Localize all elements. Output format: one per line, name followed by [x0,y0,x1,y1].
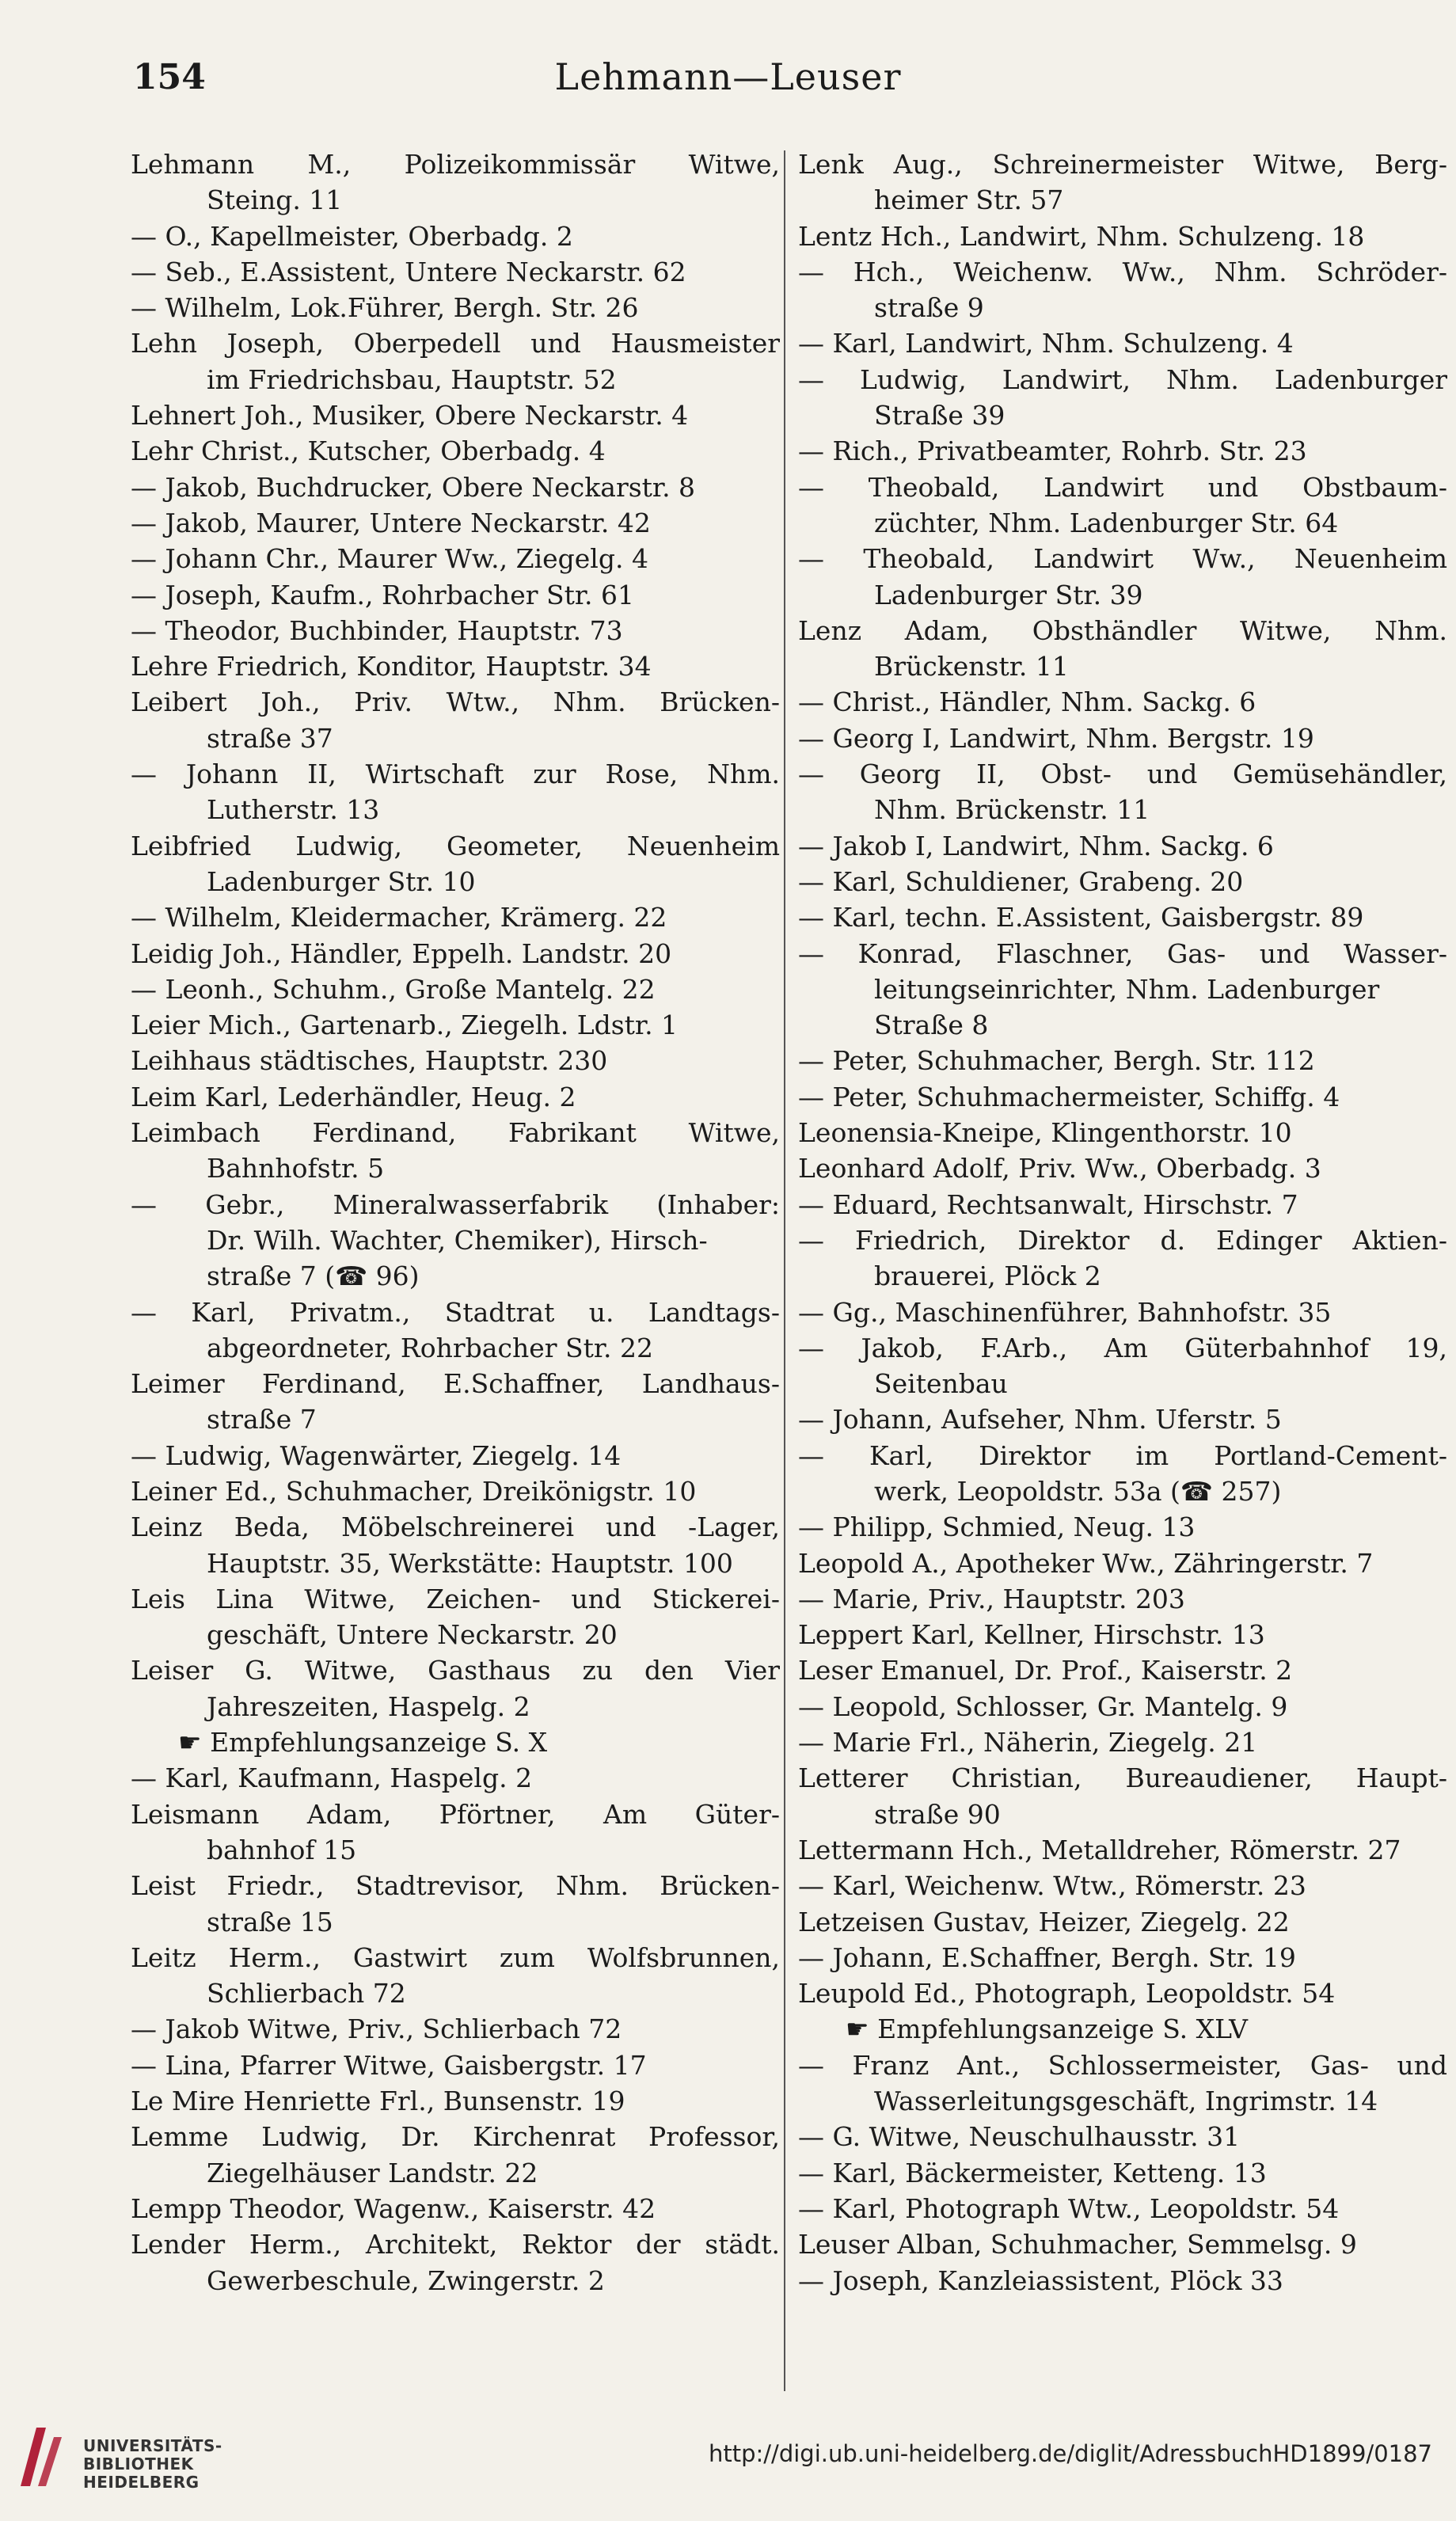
entry-line: — Karl, Direktor im Portland-Cement- [798,1439,1447,1471]
directory-entry [131,1581,780,1653]
entry-line: — Theobald, Landwirt Ww., Neuenheim [798,543,1447,575]
directory-entry [131,648,780,684]
directory-entry [131,1724,780,1760]
entry-continuation: heimer Str. 57 [874,184,1064,216]
directory-entry [131,2048,780,2083]
directory-entry [798,864,1447,899]
entry-continuation: straße 9 [874,292,984,324]
directory-entry [798,1079,1447,1115]
directory-entry [131,577,780,613]
directory-entry [798,721,1447,756]
entry-line: Leier Mich., Gartenarb., Ziegelh. Ldstr. 1 [131,1010,679,1041]
directory-entry [131,290,780,325]
directory-entry [131,1187,780,1295]
entry-line: — Franz Ant., Schlossermeister, Gas- und [798,2049,1447,2081]
entry-continuation: Ladenburger Str. 39 [874,579,1143,610]
entry-line: Lehmann M., Polizeikommissär Witwe, [131,149,780,180]
entry-line: — Jakob I, Landwirt, Nhm. Sackg. 6 [798,830,1274,861]
directory-entry [798,899,1447,935]
directory-entry [131,1509,780,1581]
directory-entry [131,1043,780,1078]
entry-continuation: leitungseinrichter, Nhm. Ladenburger [874,973,1380,1005]
left-column [131,146,780,2299]
entry-line: — Rich., Privatbeamter, Rohrb. Str. 23 [798,435,1307,467]
directory-entry [131,1295,780,1367]
entry-line: Lemme Ludwig, Dr. Kirchenrat Professor, [131,2121,780,2153]
entry-line: — Georg I, Landwirt, Nhm. Bergstr. 19 [798,722,1314,754]
directory-entry [798,1401,1447,1437]
entry-line: Leidig Joh., Händler, Eppelh. Landstr. 20 [131,937,672,969]
entry-line: Leiner Ed., Schuhmacher, Dreikönigstr. 10 [131,1475,697,1507]
directory-entry [131,470,780,505]
directory-entry [798,1438,1447,1510]
directory-entry [798,756,1447,828]
directory-entry [798,1187,1447,1222]
directory-entry [131,1760,780,1796]
directory-entry [798,2011,1447,2047]
directory-entry [131,1940,780,2012]
directory-entry [131,541,780,576]
directory-entry [798,541,1447,613]
institution-name [83,2437,222,2492]
entry-line: Letterer Christian, Bureaudiener, Haupt- [798,1762,1447,1794]
entry-line: Lentz Hch., Landwirt, Nhm. Schulzeng. 18 [798,220,1365,252]
entry-continuation: Lutherstr. 13 [207,794,380,826]
page-header [0,48,1456,119]
directory-entry [798,684,1447,720]
directory-entry [131,505,780,541]
entry-continuation: straße 37 [207,722,333,754]
entry-line: Leopold A., Apotheker Ww., Zähringerstr. 7 [798,1547,1374,1579]
entry-continuation: bahnhof 15 [207,1834,357,1865]
directory-entry [131,2191,780,2226]
directory-entry [798,1868,1447,1903]
directory-entry [131,146,780,219]
entry-line: Leim Karl, Lederhändler, Heug. 2 [131,1081,576,1112]
entry-line: Leibert Joh., Priv. Wtw., Nhm. Brücken- [131,686,780,718]
entry-line: Lehr Christ., Kutscher, Oberbadg. 4 [131,435,606,467]
source-url[interactable]: http://digi.ub.uni-heidelberg.de/diglit/AdressbuchHD1899/0187 [708,2440,1432,2467]
entry-line: Letzeisen Gustav, Heizer, Ziegelg. 22 [798,1906,1290,1937]
directory-entry [798,254,1447,326]
entry-line: Leis Lina Witwe, Zeichen- und Stickerei- [131,1583,780,1614]
entry-line: — Peter, Schuhmacher, Bergh. Str. 112 [798,1045,1315,1077]
entry-continuation: züchter, Nhm. Ladenburger Str. 64 [874,507,1339,538]
entry-line: — Konrad, Flaschner, Gas- und Wasser- [798,937,1447,969]
entry-line: Lehnert Joh., Musiker, Obere Neckarstr. 4 [131,400,689,432]
entry-continuation: Dr. Wilh. Wachter, Chemiker), Hirsch- [207,1224,708,1256]
directory-entry [131,1438,780,1473]
entry-line: Leinz Beda, Möbelschreinerei und -Lager, [131,1511,780,1543]
directory-entry [798,2226,1447,2262]
page-title: Lehmann—Leuser [554,55,902,98]
directory-entry [798,936,1447,1044]
entry-line: — Wilhelm, Kleidermacher, Krämerg. 22 [131,902,667,933]
directory-entry [798,433,1447,469]
directory-entry [798,1546,1447,1581]
entry-line: — Eduard, Rechtsanwalt, Hirschstr. 7 [798,1188,1298,1220]
entry-line: Lettermann Hch., Metalldreher, Römerstr. 27 [798,1834,1401,1865]
entry-continuation: Straße 8 [874,1010,989,1041]
directory-entry [131,972,780,1007]
entry-continuation: abgeordneter, Rohrbacher Str. 22 [207,1332,653,1363]
directory-entry [798,1150,1447,1186]
entry-continuation: straße 90 [874,1798,1001,1830]
entry-line: — Johann II, Wirtschaft zur Rose, Nhm. [131,759,780,790]
entry-line: — Lina, Pfarrer Witwe, Gaisbergstr. 17 [131,2049,647,2081]
entry-continuation: geschäft, Untere Neckarstr. 20 [207,1619,618,1651]
library-logo-icon [14,2421,70,2492]
directory-entry [131,1007,780,1043]
directory-entry [798,2155,1447,2191]
page-number: 154 [133,57,206,97]
entry-line: Leist Friedr., Stadtrevisor, Nhm. Brücken- [131,1870,780,1902]
entry-continuation: Wasserleitungsgeschäft, Ingrimstr. 14 [874,2086,1378,2117]
entry-line: Leiser G. Witwe, Gasthaus zu den Vier [131,1655,780,1686]
directory-entry [131,1079,780,1115]
entry-line: Leupold Ed., Photograph, Leopoldstr. 54 [798,1978,1336,2010]
entry-line: — Johann, Aufseher, Nhm. Uferstr. 5 [798,1404,1282,1435]
directory-entry [131,1366,780,1438]
entry-continuation: Bahnhofstr. 5 [207,1153,385,1184]
directory-entry [798,1509,1447,1545]
entry-continuation: im Friedrichsbau, Hauptstr. 52 [207,363,617,395]
entry-line: — Philipp, Schmied, Neug. 13 [798,1511,1196,1543]
entry-line: — Karl, Kaufmann, Haspelg. 2 [131,1762,533,1794]
entry-continuation: Gewerbeschule, Zwingerstr. 2 [207,2264,605,2296]
entry-line: — Jakob, Maurer, Untere Neckarstr. 42 [131,507,651,538]
directory-entry [798,1652,1447,1688]
entry-line: — Jakob Witwe, Priv., Schlierbach 72 [131,2013,622,2045]
entry-line: — Ludwig, Landwirt, Nhm. Ladenburger [798,363,1447,395]
entry-line: Lenk Aug., Schreinermeister Witwe, Berg- [798,149,1447,180]
entry-continuation: Jahreszeiten, Haspelg. 2 [207,1690,530,1722]
directory-entry [131,613,780,648]
directory-entry [798,613,1447,685]
entry-line: Leimbach Ferdinand, Fabrikant Witwe, [131,1117,780,1149]
directory-entry [131,1652,780,1724]
right-column [798,146,1447,2299]
entry-line: — O., Kapellmeister, Oberbadg. 2 [131,220,573,252]
entry-line: — Jakob, F.Arb., Am Güterbahnhof 19, [798,1332,1447,1363]
entry-line: Leibfried Ludwig, Geometer, Neuenheim [131,830,780,861]
entry-line: — Marie, Priv., Hauptstr. 203 [798,1583,1185,1614]
directory-entry [798,362,1447,434]
entry-line: — Hch., Weichenw. Ww., Nhm. Schröder- [798,256,1447,287]
entry-line: — Karl, Landwirt, Nhm. Schulzeng. 4 [798,328,1294,359]
entry-line: — Karl, Photograph Wtw., Leopoldstr. 54 [798,2192,1340,2224]
directory-entry [131,899,780,935]
entry-continuation: Hauptstr. 35, Werkstätte: Hauptstr. 100 [207,1547,733,1579]
entry-line: — Karl, Weichenw. Wtw., Römerstr. 23 [798,1870,1306,1902]
entry-continuation: Ladenburger Str. 10 [207,865,476,897]
directory-entry [131,2011,780,2047]
entry-line: — Leonh., Schuhm., Große Mantelg. 22 [131,973,656,1005]
directory-entry [798,1904,1447,1940]
entry-line: — Johann, E.Schaffner, Bergh. Str. 19 [798,1941,1296,1973]
directory-entry [798,1760,1447,1832]
entry-line: Leitz Herm., Gastwirt zum Wolfsbrunnen, [131,1941,780,1973]
entry-line: Leismann Adam, Pförtner, Am Güter- [131,1798,780,1830]
directory-entry [131,433,780,469]
entry-continuation: Nhm. Brückenstr. 11 [874,794,1150,826]
entry-line: — Seb., E.Assistent, Untere Neckarstr. 62 [131,256,686,287]
entry-line: ☛ Empfehlungsanzeige S. XLV [846,2013,1248,2045]
entry-line: — Wilhelm, Lok.Führer, Bergh. Str. 26 [131,292,639,324]
column-divider [784,150,785,2391]
entry-line: — Gg., Maschinenführer, Bahnhofstr. 35 [798,1296,1332,1328]
entry-continuation: Seitenbau [874,1368,1008,1400]
entry-line: Leser Emanuel, Dr. Prof., Kaiserstr. 2 [798,1655,1293,1686]
directory-entry [131,756,780,828]
entry-line: Le Mire Henriette Frl., Bunsenstr. 19 [131,2086,625,2117]
directory-entry [131,936,780,972]
directory-entry [131,325,780,397]
entry-line: Lehre Friedrich, Konditor, Hauptstr. 34 [131,651,652,683]
directory-entry [131,1473,780,1509]
directory-entry [798,1115,1447,1150]
directory-entry [798,1724,1447,1760]
directory-entry [131,684,780,756]
directory-entry [131,2083,780,2119]
entry-line: Leonensia-Kneipe, Klingenthorstr. 10 [798,1117,1292,1149]
directory-entry [798,828,1447,864]
directory-entry [798,2048,1447,2120]
entry-continuation: brauerei, Plöck 2 [874,1260,1101,1292]
institution-line: HEIDELBERG [83,2473,200,2492]
entry-line: Lender Herm., Architekt, Rektor der städt. [131,2229,780,2261]
entry-line: — Marie Frl., Näherin, Ziegelg. 21 [798,1727,1258,1759]
directory-entry [131,2226,780,2299]
directory-entry [131,254,780,290]
institution-line: UNIVERSITÄTS- [83,2436,222,2455]
directory-entry [131,2119,780,2191]
directory-entry [798,1043,1447,1078]
entry-line: — Gebr., Mineralwasserfabrik (Inhaber: [131,1188,780,1220]
entry-line: — Joseph, Kanzleiassistent, Plöck 33 [798,2264,1283,2296]
entry-line: Leonhard Adolf, Priv. Ww., Oberbadg. 3 [798,1153,1321,1184]
entry-line: — Friedrich, Direktor d. Edinger Aktien- [798,1224,1447,1256]
entry-continuation: straße 15 [207,1906,333,1937]
institution-line: BIBLIOTHEK [83,2454,194,2473]
entry-line: Lenz Adam, Obsthändler Witwe, Nhm. [798,614,1447,646]
entry-line: — Christ., Händler, Nhm. Sackg. 6 [798,686,1256,718]
directory-entry [798,2263,1447,2299]
entry-line: — Joseph, Kaufm., Rohrbacher Str. 61 [131,579,635,610]
directory-entry [798,2119,1447,2154]
entry-continuation: Straße 39 [874,400,1006,432]
entry-line: — Leopold, Schlosser, Gr. Mantelg. 9 [798,1690,1288,1722]
entry-continuation: werk, Leopoldstr. 53a (☎ 257) [874,1475,1282,1507]
entry-line: Lempp Theodor, Wagenw., Kaiserstr. 42 [131,2192,656,2224]
entry-line: — Karl, Schuldiener, Grabeng. 20 [798,865,1244,897]
entry-line: Leppert Karl, Kellner, Hirschstr. 13 [798,1619,1265,1651]
directory-entry [798,1330,1447,1402]
entry-line: — Jakob, Buchdrucker, Obere Neckarstr. 8 [131,471,696,503]
directory-entry [798,1832,1447,1868]
entry-line: — Peter, Schuhmachermeister, Schiffg. 4 [798,1081,1340,1112]
entry-line: Leuser Alban, Schuhmacher, Semmelsg. 9 [798,2229,1357,2261]
entry-line: ☛ Empfehlungsanzeige S. X [178,1727,548,1759]
entry-line: Leihhaus städtisches, Hauptstr. 230 [131,1045,608,1077]
directory-entry [798,325,1447,361]
directory-entry [798,219,1447,254]
entry-continuation: Ziegelhäuser Landstr. 22 [207,2157,538,2188]
entry-continuation: Brückenstr. 11 [874,651,1069,683]
entry-continuation: straße 7 (☎ 96) [207,1260,420,1292]
entry-line: Leimer Ferdinand, E.Schaffner, Landhaus- [131,1368,780,1400]
directory-entry [131,219,780,254]
entry-line: — G. Witwe, Neuschulhausstr. 31 [798,2121,1241,2153]
directory-entry [131,1797,780,1869]
entry-line: — Karl, techn. E.Assistent, Gaisbergstr. 89 [798,902,1364,933]
directory-entry [798,1222,1447,1295]
entry-continuation: straße 7 [207,1404,317,1435]
entry-line: — Ludwig, Wagenwärter, Ziegelg. 14 [131,1439,622,1471]
entry-continuation: Schlierbach 72 [207,1978,406,2010]
directory-entry [798,2191,1447,2226]
directory-entry [131,828,780,900]
directory-entry [798,1581,1447,1617]
directory-entry [798,1689,1447,1724]
entry-line: — Georg II, Obst- und Gemüsehändler, [798,759,1447,790]
entry-line: — Theobald, Landwirt und Obstbaum- [798,471,1447,503]
directory-entry [131,1115,780,1187]
directory-entry [798,1940,1447,1975]
directory-entry [131,397,780,433]
directory-entry [131,1868,780,1940]
page-footer [0,2391,1456,2521]
directory-entry [798,1617,1447,1652]
entry-line: — Karl, Privatm., Stadtrat u. Landtags- [131,1296,780,1328]
entry-line: — Theodor, Buchbinder, Hauptstr. 73 [131,614,623,646]
entry-line: — Karl, Bäckermeister, Ketteng. 13 [798,2157,1267,2188]
entry-line: — Johann Chr., Maurer Ww., Ziegelg. 4 [131,543,648,575]
entry-continuation: Steing. 11 [207,184,343,216]
directory-entry [798,1975,1447,2011]
directory-entry [798,1295,1447,1330]
entry-line: Lehn Joseph, Oberpedell und Hausmeister [131,328,780,359]
directory-entry [798,470,1447,542]
directory-entry [798,146,1447,219]
